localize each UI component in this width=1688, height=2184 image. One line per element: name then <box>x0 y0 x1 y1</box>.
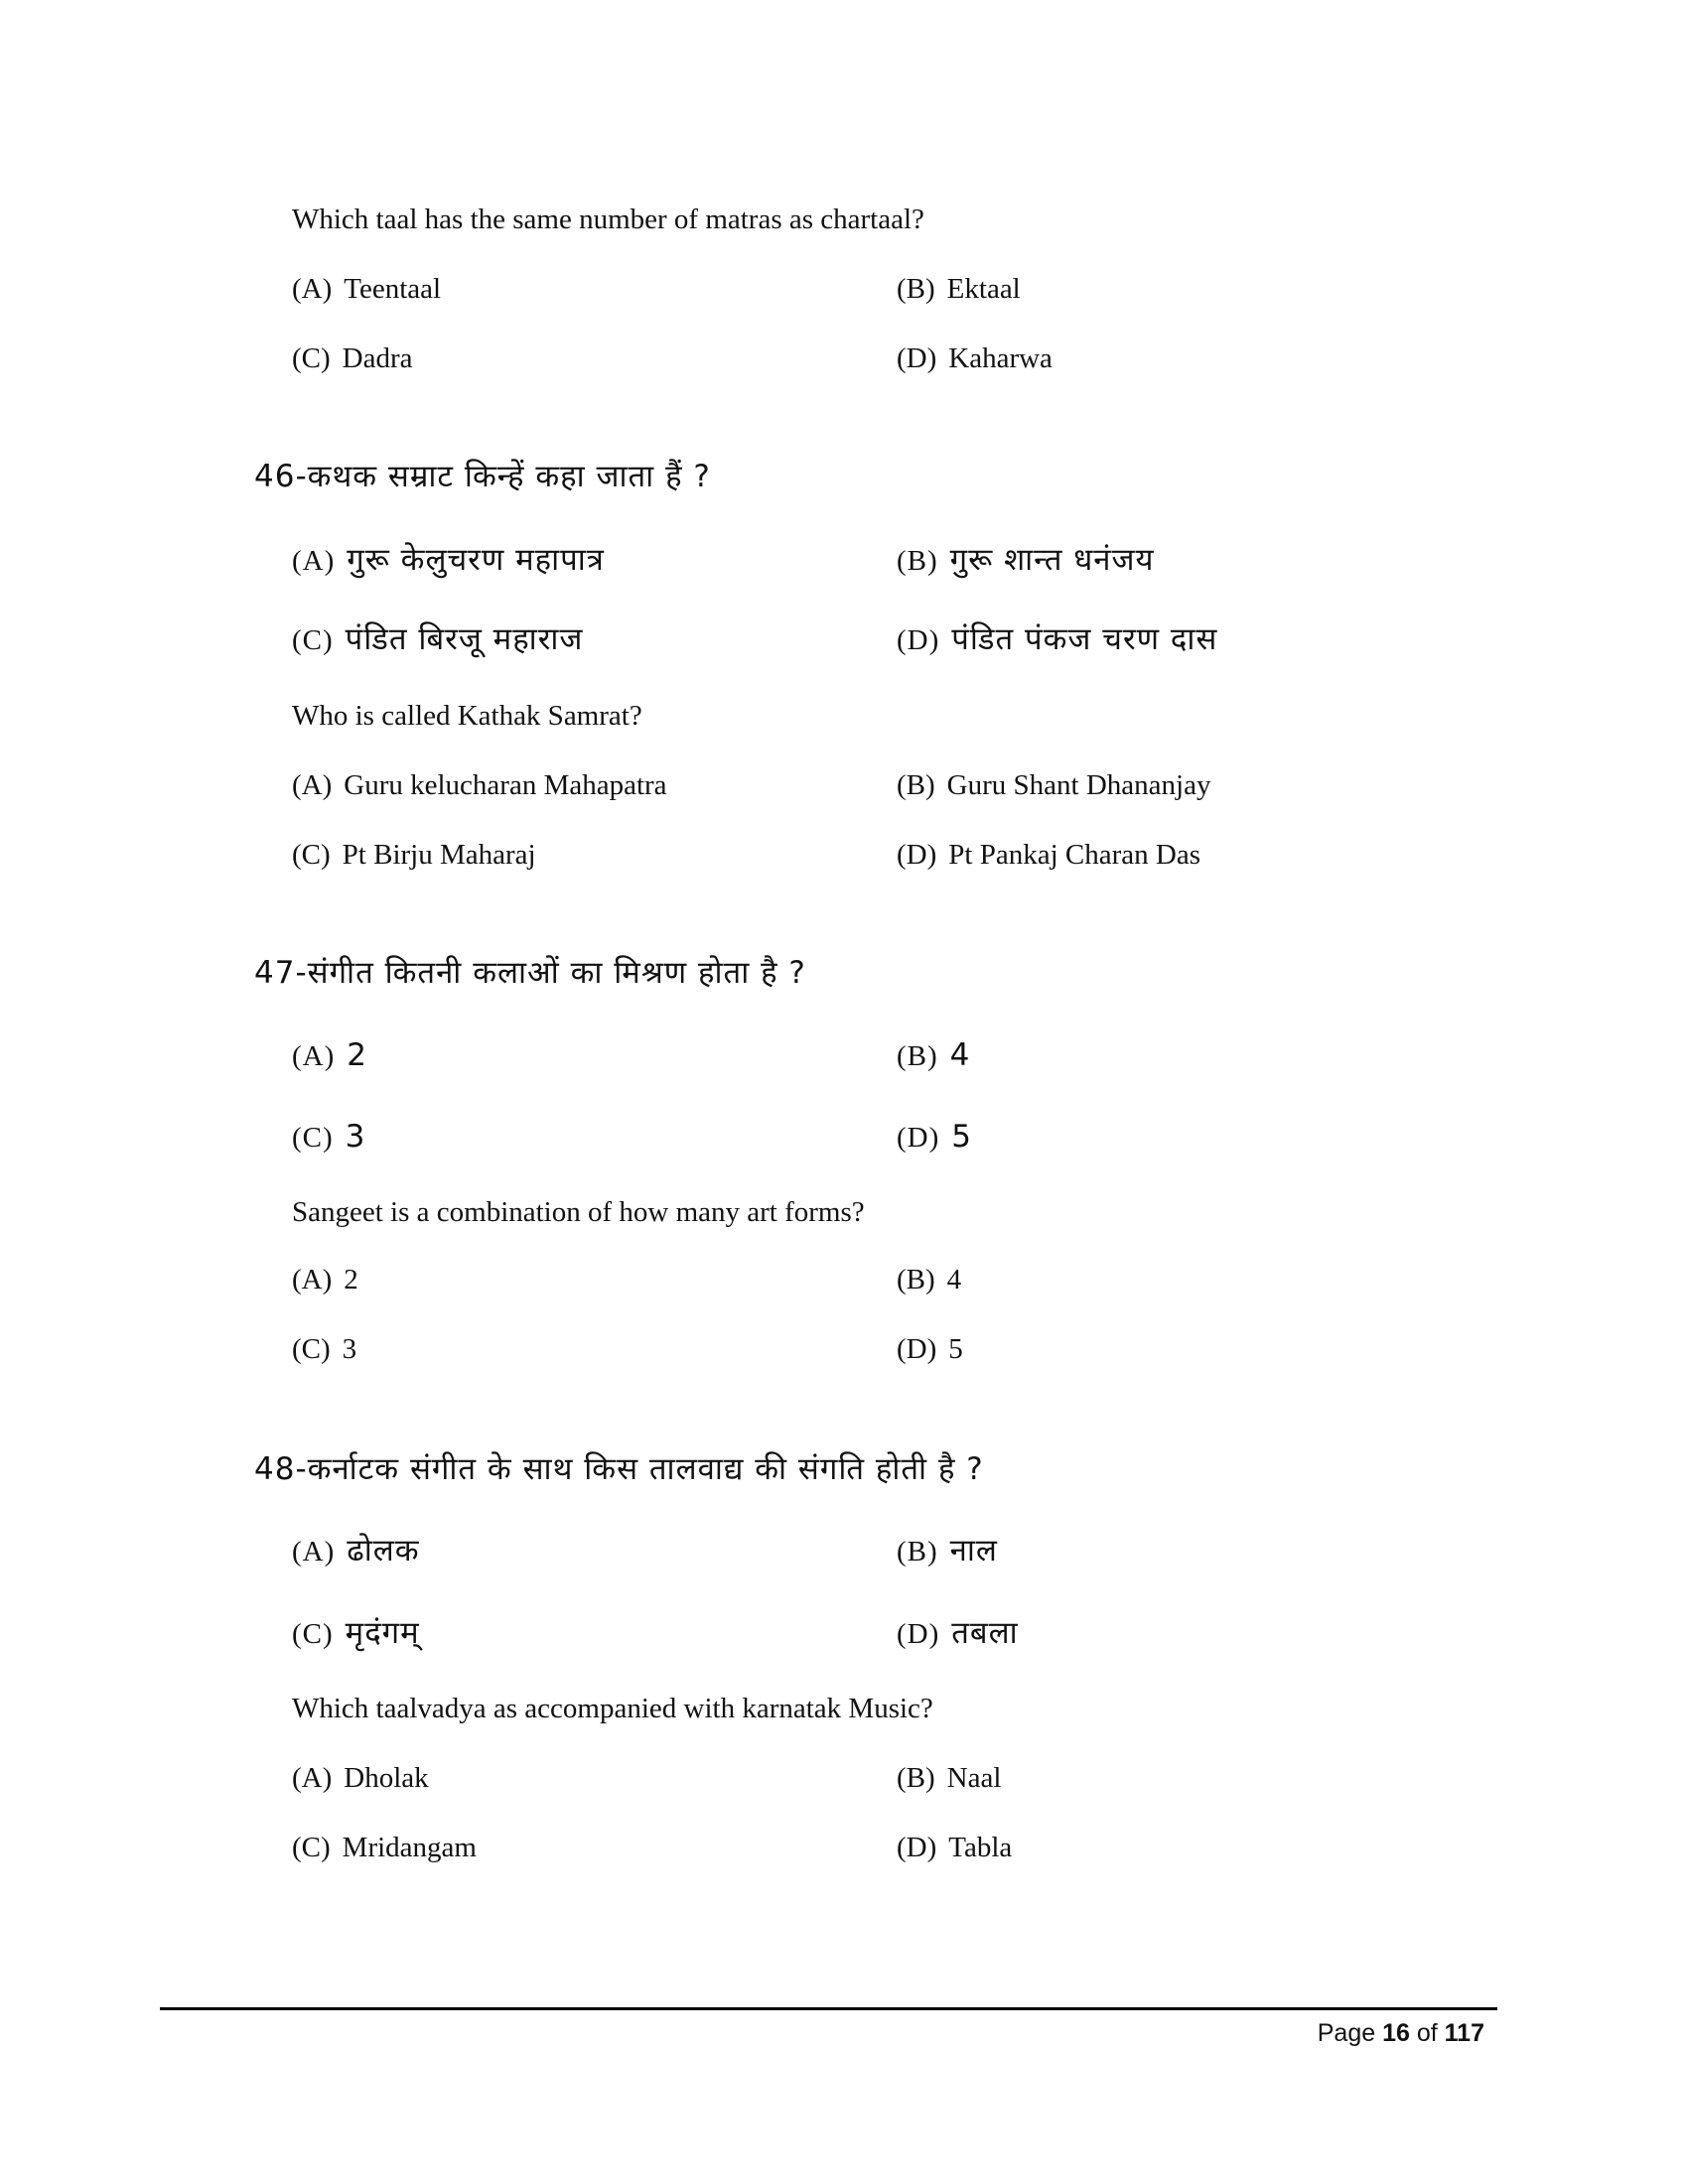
answer-option <box>897 1115 972 1159</box>
option-text: Pt Birju Maharaj <box>342 839 536 871</box>
option-label: (B) <box>897 1762 935 1794</box>
option-label: (B) <box>897 273 935 305</box>
answer-option <box>897 1756 1001 1800</box>
option-text: तबला <box>951 1615 1019 1651</box>
option-label: (B) <box>897 769 935 801</box>
option-text: 5 <box>951 1119 972 1155</box>
option-text: Guru Shant Dhananjay <box>946 769 1211 801</box>
answer-option <box>292 1115 365 1159</box>
answer-option <box>292 617 583 661</box>
page-number <box>1318 2019 1484 2048</box>
answer-option <box>897 1529 998 1572</box>
option-label: (D) <box>897 1832 937 1863</box>
option-text: Guru kelucharan Mahapatra <box>344 769 667 801</box>
answer-option <box>292 1826 477 1869</box>
question-text: 47-संगीत कितनी कलाओं का मिश्रण होता है ? <box>254 955 806 991</box>
total-pages: 117 <box>1444 2019 1484 2047</box>
option-label: (B) <box>897 1536 938 1568</box>
option-label: (D) <box>897 342 937 374</box>
option-label: (C) <box>292 624 334 656</box>
option-text: Mridangam <box>342 1832 477 1863</box>
answer-option <box>897 833 1200 877</box>
answer-option <box>292 1327 356 1371</box>
answer-option <box>292 538 605 582</box>
option-label: (C) <box>292 342 331 374</box>
option-text: मृदंगम् <box>345 1615 420 1651</box>
current-page: 16 <box>1382 2019 1410 2047</box>
option-label: (D) <box>897 1618 940 1650</box>
answer-option <box>897 1327 963 1371</box>
answer-option <box>292 267 441 311</box>
option-text: नाल <box>949 1533 998 1569</box>
option-text: 3 <box>342 1333 357 1365</box>
question-text: 46-कथक सम्राट किन्हें कहा जाता हैं ? <box>254 459 711 494</box>
answer-option <box>897 1033 970 1077</box>
answer-option <box>897 763 1210 807</box>
option-text: ढोलक <box>347 1533 420 1569</box>
question-text: Which taalvadya as accompanied with karnatak Music? <box>292 1693 933 1724</box>
question-text: Which taal has the same number of matras as chartaal? <box>292 204 924 235</box>
option-text: Tabla <box>948 1832 1013 1863</box>
answer-option <box>897 267 1021 311</box>
option-label: (D) <box>897 839 937 871</box>
option-label: (B) <box>897 1264 935 1296</box>
answer-option <box>292 833 536 877</box>
answer-option <box>292 337 413 380</box>
option-text: Ektaal <box>946 273 1021 305</box>
option-label: (A) <box>292 769 333 801</box>
option-text: Teentaal <box>344 273 442 305</box>
option-text: Naal <box>946 1762 1002 1794</box>
option-text: 3 <box>345 1119 366 1155</box>
option-label: (A) <box>292 1264 333 1296</box>
option-label: (D) <box>897 1333 937 1365</box>
option-label: (C) <box>292 1832 331 1863</box>
option-text: गुरू केलुचरण महापात्र <box>347 542 605 578</box>
question-text: Sangeet is a combination of how many art forms? <box>292 1196 865 1228</box>
answer-option <box>292 1529 420 1572</box>
question-text: 48-कर्नाटक संगीत के साथ किस तालवाद्य की संगति होती है ? <box>254 1451 984 1487</box>
option-text: 4 <box>949 1037 971 1073</box>
option-text: 5 <box>948 1333 963 1365</box>
option-label: (A) <box>292 545 336 577</box>
option-label: (B) <box>897 1040 938 1072</box>
option-label: (C) <box>292 839 331 871</box>
option-text: 4 <box>946 1264 962 1296</box>
answer-option <box>897 337 1053 380</box>
answer-option <box>897 538 1155 582</box>
option-text: गुरू शान्त धनंजय <box>949 542 1155 578</box>
answer-option <box>897 617 1217 661</box>
option-label: (A) <box>292 273 333 305</box>
option-text: 2 <box>344 1264 358 1296</box>
footer-divider <box>160 2007 1497 2010</box>
page-of: of <box>1416 2019 1438 2047</box>
option-text: Pt Pankaj Charan Das <box>948 839 1200 871</box>
page-prefix: Page <box>1317 2019 1376 2047</box>
question-text: Who is called Kathak Samrat? <box>292 700 642 732</box>
option-label: (A) <box>292 1040 336 1072</box>
option-text: 2 <box>347 1037 367 1073</box>
answer-option <box>897 1258 961 1301</box>
option-label: (B) <box>897 545 938 577</box>
answer-option <box>292 1611 420 1655</box>
answer-option <box>292 1258 358 1301</box>
answer-option <box>897 1826 1012 1869</box>
option-text: Kaharwa <box>948 342 1053 374</box>
option-label: (D) <box>897 624 940 656</box>
option-text: Dholak <box>344 1762 429 1794</box>
answer-option <box>292 763 667 807</box>
option-label: (D) <box>897 1122 940 1154</box>
option-label: (C) <box>292 1122 334 1154</box>
option-label: (A) <box>292 1762 333 1794</box>
answer-option <box>292 1033 367 1077</box>
option-text: Dadra <box>342 342 413 374</box>
option-label: (C) <box>292 1333 331 1365</box>
option-label: (A) <box>292 1536 336 1568</box>
option-label: (C) <box>292 1618 334 1650</box>
answer-option <box>897 1611 1019 1655</box>
option-text: पंडित बिरजू महाराज <box>345 621 584 657</box>
option-text: पंडित पंकज चरण दास <box>951 621 1218 657</box>
answer-option <box>292 1756 429 1800</box>
